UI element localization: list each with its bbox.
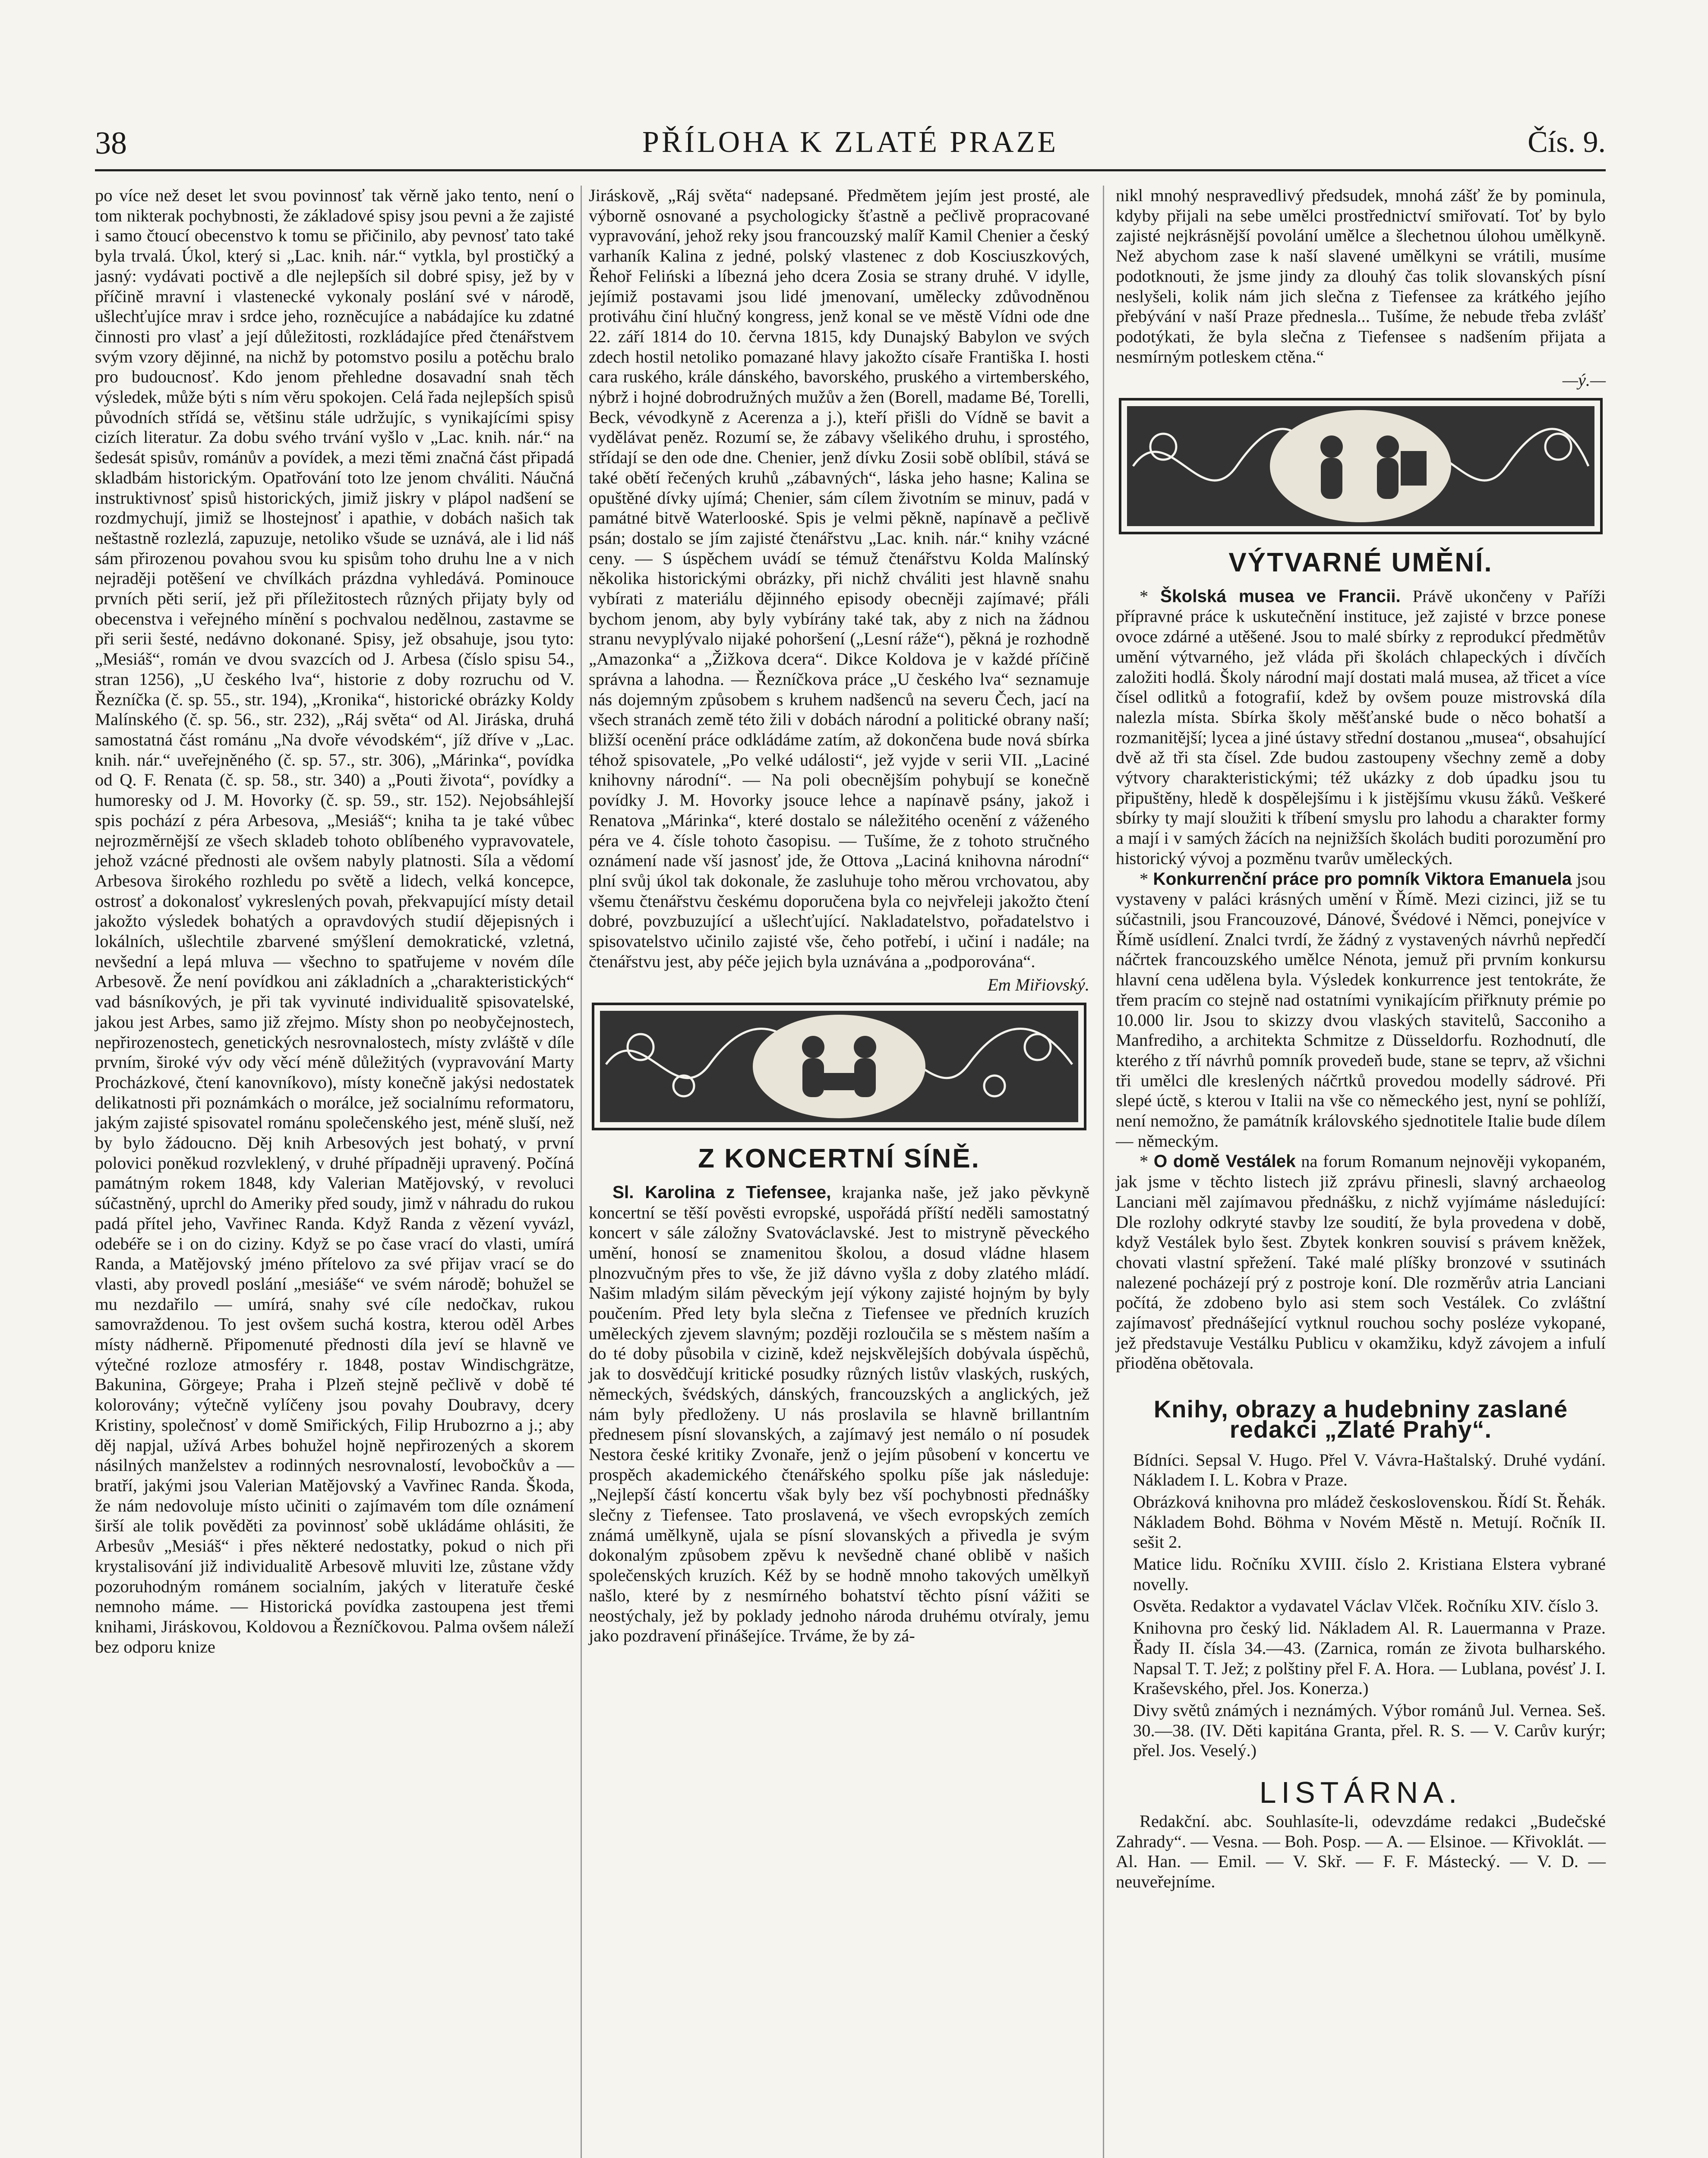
column-1 bbox=[95, 186, 574, 2158]
book-entry: Matice lidu. Ročníku XVIII. číslo 2. Kristiana Elstera vybrané novelly. bbox=[1133, 1554, 1606, 1594]
book-entry: Bídníci. Sepsal V. Hugo. Přel V. Vávra-Haštalský. Druhé vydání. Nákladem I. L. Kobra v Praze. bbox=[1133, 1450, 1606, 1490]
article-signature: Em Miřiovský. bbox=[987, 975, 1089, 995]
book-entry: Obrázková knihovna pro mládež československou. Řídí St. Řehák. Nákladem Bohd. Böhma v Novém Městě n. Metují. Ročník II. sešit 2. bbox=[1133, 1492, 1606, 1552]
art-item-text: Právě ukončeny v Paříži přípravné práce k uskutečnění instituce, jež zajisté v brzce ponese ovoce zdárné a utěšené. Jsou to malé sbírky z reprodukcí předmětův umění výtvarného, jež vláda při školách chlapeckých i dívčích založiti hodlá. Školy národní mají dostati malá musea, až třicet a více čísel odlitků a fotografií, kdež by ovšem pouze mistrovská díla nalezla místa. Sbírka školy měšťanské bude o něco bohatší a rozmanitější; lycea a jiné ústavy střední dostanou „musea“, obsahující dvě až tři sta čísel. Zde budou zastoupeny všechny země a doby výtvory charakteristickými; též ukázky z dob úpadku jsou tu připuštěny, hledě k dospělejšímu i k jistějšímu vkusu žáků. Veškeré sbírky ty mají sloužiti k tříbení smyslu pro lahodu a charakter formy a mají i v samých žácích na nejnižších školách buditi porozumění pro historický vývoj a pozměnu tvarův uměleckých. bbox=[1116, 586, 1606, 868]
header-rule bbox=[95, 169, 1606, 171]
concert-continuation: nikl mnohý nespravedlivý předsudek, mnohá zášť že by pominula, kdyby přijali na sebe umělci prostřednictví smiřovatí. Toť by bylo zajisté nejkrásnější povolání umělce a šlechetnou úlohou umělkyně. Než abychom zase k naší slavené umělkyni se vrátili, musíme podotknouti, že jsme jindy za dlouhý čas tolik slovanských písní neslyšeli, kolik nám jich slečna z Tiefensee za krátkého jejího přebývání v naší Praze přednesla... Tušíme, že nebude třeba zvlášť podotýkati, že byla slečna z Tiefensee s nadšením přijata a nesmírným potleskem ctěna.“ bbox=[1116, 186, 1606, 366]
section-title-concert: Z KONCERTNÍ SÍNĚ. bbox=[698, 1144, 980, 1174]
art-item-lead: Školská musea ve Francii. bbox=[1160, 586, 1401, 606]
issue-number: Čís. 9. bbox=[1528, 126, 1606, 159]
concert-paragraph bbox=[589, 1182, 1089, 1646]
art-item-lead: Konkurrenční práce pro pomník Viktora Emanuela bbox=[1153, 868, 1572, 889]
concert-text: krajanka naše, jež jako pěvkyně koncertní se těší pověsti evropské, uspořádá příští neděli samostatný koncert v sále záložny Svatováclavské. Jest to mistryně pěveckého umění, honosí se znamenitou školou, a dosud vládne hlasem plnozvučným přes to vše, že již dávno vyšla z doby zlatého mládí. Našim mladým silám pěveckým její výkony zajisté hojným by byly poučením. Před lety byla slečna z Tiefensee ve předních kruzích uměleckých zjevem slavným; později rozloučila se s městem naším a do té doby působila v cizině, kdež nejskvělejších dobývala úspěchů, jak to dosvědčují kritické posudky různých listův vlaských, ruských, německých, švédských, dánských, francouzských a anglických, jež nám byly předloženy. U nás proslavila se hlavně brillantním přednesem písní slovanských, a zajímavý jest nemálo o ní posudek Nestora české kritiky Zvonaře, jenž o jejím působení v koncertu ve prospěch akademického čtenářského spolku píše jak následuje: „Nejlepší částí koncertu však byly bez vší pochybnosti přednášky slečny z Tiefensee. Tato proslavená, ve všech evropských zemích známá umělkyně, ujala se písní slovanských a přivedla je svým dokonalým způsobem zpěvu k nevšedně chané oblibě v našich společenských kruzích. Kéž by se hodně mnoho takových umělkyň našlo, které by z nesmírného bohatství těchto písní vážiti se neostýchaly, jež by poklady jednoho národa druhému otvíraly, jemu jako pozdravení přinášejíce. Trváme, že by zá- bbox=[589, 1182, 1090, 1646]
ornamental-vignette bbox=[1116, 395, 1606, 537]
article-paragraph: Jiráskově, „Ráj světa“ nadepsané. Předmětem jejím jest prosté, ale výborně osnované a psychologicky šťastně a pečlivě propracované vypravování, jehož reky jsou francouzský malíř Kamil Chenier a český varhaník Kalina z jedné, polský vlastenec z dob Kosciuszkových, Řehoř Feliński a líbezná jeho dcera Zosia se strany druhé. V idylle, jejímiž postavami jsou lidé jmenovaní, umělecky zdůvodněnou protiváhu činí hlučný kongress, jenž konal se ve městě Vídni ode dne 22. září 1814 do 10. června 1815, kdy Dunajský Babylon ve svých zdech hostil netoliko pomazané hlavy jakožto císaře Františka I. hosti cara ruského, krále dánského, bavorského, pruského a virtemberského, nýbrž i hojné dobrodružných mužův a žen (Borell, madame Bé, Torelli, Beck, vévodkyně z Acerenza a j.), kteří přišli do Vídně se bavit a vydělávat peněz. Rozumí se, že zábavy všelikého druhu, i sprostého, střídají se den ode dne. Chenier, jenž dívku Zosii sobě oblíbil, stává se také obětí řečených kruhů „zábavných“, láska jeho hasne; Kalina se opuštěné dívky ujímá; Chenier, sám cílem životním se minuv, padá v památné bitvě Waterlooské. Spis je velmi pěkně, napínavě a pečlivě psán; dostalo se jím zajisté čtenářstvu „Lac. knih. nár.“ knihy vzácné ceny. — S úspěchem uvádí se témuž čtenářstvu Kolda Malínský několika historickými obrázky, při nichž chváliti jest hlavně snahu vybírati z materiálu dějinného episody obecněji zajímavé; přáli bychom jenom, aby byly vybírány také tak, aby z nich na žádnou stranu nevyplývalo nijaké pohoršení („Lesní ráže“), pěkná je rozhodně „Amazonka“ a „Žižkova dcera“. Dikce Koldova je v každé příčině správna a lahodna. — Řezníčkova práce „U českého lva“ seznamuje nás dojemným způsobem s kruhem nadšenců na severu Čech, jací na všech stranách země této žili v dobách národní a politické obrany naší; bližší ocenění práce odkládáme zatím, až dokončena bude nová sbírka téhož spisovatele, „Po velké události“, jež vyjde v serii VII. „Laciné knihovny národní“. — Na poli obecnějším pohybují se konečně povídky J. M. Hovorky jsouce lehce a napínavě psány, jakož i Renatova „Márinka“, které dostalo se náležitého ocenění z váženého péra ve 4. čísle tohoto časopisu. — Tušíme, že z tohoto stručného oznámení nade vší jasnosť jde, že Ottova „Laciná knihovna národní“ plní svůj úkol tak dokonale, že zasluhuje toho měrou vrchovatou, aby všemu čtenářstvu českému doporučena byla co nejvřeleji jakožto čtení dobré, povzbuzující a ušlechťující. Nakladatelstvo, pořadatelstvo i spisovatelstvo učinilo zajisté vše, čeho potřebí, i učiní i nadále; na čtenářstvu jest, aby péče jejich byla uznávána a „podporována“. bbox=[589, 186, 1089, 971]
section-title-art: VÝTVARNÉ UMĚNÍ. bbox=[1228, 548, 1493, 578]
page-number: 38 bbox=[95, 126, 127, 161]
art-item-text: jsou vystaveny v paláci krásných umění v Římě. Mezi cizinci, již se tu súčastnili, jsou Francouzové, Dánové, Švédové i Němci, ponejvíce v Římě usídlení. Znalci tvrdí, že žádný z vystavených návrhů nepředčí náčrtek francouzského umělce Nénota, jemuž při prvním konkursu hlavní cena udělena byla. Výsledek konkurrence jest tentokráte, že třem pracím co stejně nad ostatními vynikajícím přiřknuty prémie po 10.000 lir. Jsou to skizzy dvou vlaských stavitelů, Sacconiho a Manfrediho, a architekta Schmitze z Düsseldorfu. Rozhodnutí, dle kterého z tří návrhů pomník provedeň bude, stane se teprv, až všichni tři umělci dle kreslených náčrtků provedou modelly sádrové. Při slepé úctě, s kterou v Italii na vše co německého jest, nyní se pohlíží, není nemožno, že památník královského sjednotitele Italie bude dílem — německým. bbox=[1116, 869, 1606, 1151]
article-paragraph: po více než deset let svou povinnosť tak věrně jako tento, není o tom nikterak pochybnosti, že základové spisy jsou pevni a že zajisté i samo čtoucí obecenstvo k tomu se přičinilo, aby pevnosť tato také byla trvalá. Úkol, který si „Lac. knih. nár.“ vytkla, byl prostičký a jasný: vydávati poctivě a dle nejlepších sil dobré spisy, jež by v příčině mravní i vlastenecké vykonaly poslání své v národě, ušlechťujíce mrav i srdce jeho, rozněcujíce a nabádajíce ku zdatné činnosti pro vlasť a její důležitosti, rozkládajíce před čtenářstvem svým vzory dějinné, na nichž by potomstvo posilu a potěchu bralo pro budoucnosť. Kdo jenom přehledne dosavadní snah těch výsledek, může býti s ním věru spokojen. Celá řada nejlepších spisů původních střídá se, většinu stále udržujíc, s vynikajícími spisy cizích literatur. Za dobu svého trvání vyšlo v „Lac. knih. nár.“ na šedesát spisův, románův a povídek, a mezi těmi značná část připadá skladbám historickým. Opatřování toto lze jenom chváliti. Náučná instruktivnosť spisů historických, jimiž jiskry v plápol nadšení se rozdmychují, jimiž se lhostejnosť i apathie, v dobách našich tak neštastně rozlezlá, zapuzuje, netoliko všude se uznává, ale i lid náš sám přirozenou povahou svou ku spisům toho druhu lne a v nich nejraději potěšení ve chvílkách prázdna vyhledává. Pominouce prvních pěti serií, jež při příležitostech různých přijaty byly od obecenstva i veřejného mínění s pochvalou nedělnou, zastavme se při serii šesté, nedávno dokonané. Spisy, jež obsahuje, jsou tyto: „Mesiáš“, román ve dvou svazcích od J. Arbesa (číslo spisu 54., stran 1256), „U českého lva“, historie z doby rozruchu od V. Řezníčka (č. sp. 55., str. 194), „Kronika“, historické obrázky Koldy Malínského (č. sp. 56., str. 232), „Ráj světa“ od Al. Jiráska, druhá samostatná část románu „Na dvoře vévodském“, jíž dříve v „Lac. knih. nár.“ uveřejněného (č. sp. 57., str. 306), „Márinka“, povídka od Q. F. Renata (č. sp. 58., str. 340) a „Pouti života“, povídky a humoresky od J. M. Hovorky (č. sp. 59., str. 152). Nejobsáhlejší spis pochází z péra Arbesova, „Mesiáš“; kniha ta je také vůbec nejrozměrnější ze všech skladeb tohoto oblíbeného vypravovatele, jehož vzácné přednosti ale ovšem nabyly platnosti. Síla a vědomí Arbesova širokého rozhledu po světě a lidech, velká koncepce, ostrosť a dokonalosť vykreslených povah, překvapující místy detail jakožto výsledek bohatých a opravdových studií dějepisných i lokálních, ušlechtile zbarvené smýšlení demokratické, vzletná, nevšední a lepá mluva — všechno to spatřujeme v novém díle Arbesově. Že není povídkou ani základních a „charakteristických“ vad básníkových, je při tak vyvinuté individualitě spisovatelské, jakou jest Arbes, samo již zřejmo. Místy shon po neobyčejnostech, nepřirozenostech, genetických nesrovnalostech, místy zvláště v díle prvním, široké výv ody věcí méně důležitých (vypravování Marty Procházkové, čtení kanovníkovo), místy konečně jakýsi nedostatek delikatnosti při poznámkách o morálce, jež socialnímu reformatoru, jakým zajisté spisovatel románu společenského jest, méně sluší, než by bylo žádoucno. Děj knih Arbesových jest bohatý, v první polovici poněkud rozvleklený, v druhé případněji upravený. Počíná památným rokem 1848, kdy Valerian Matějovský, v revoluci súčastněný, uprchl do Ameriky před soudy, jimž v náhradu do rukou padá přítel jeho, Vavřinec Randa. Když Randa z vězení vyvázl, odebéře se i on do ciziny. Když se po čase vrací do vlasti, umírá Randa, a Matějovský jméno přítelovo za své přijav vrací se do vlasti, aby provedl poslání „mesiáše“ ve svém národě; bohužel se mu nezdařilo — umírá, snahy své cíle nedočkav, rukou samovraždenou. To jest ovšem suchá kostra, kterou oděl Arbes místy nádherně. Připomenuté přednosti díla jeví se hlavně ve výtečné rozloze atmosféry r. 1848, postav Windischgrätze, Bakunina, Görgeye; Praha i Plzeň stejně pečlivě v době té kolorovány; výtečně vylíčeny jsou povahy Doubravy, dcery Kristiny, společnosť v domě Smiřických, Filip Hrubozrno a j.; aby děj napjal, užívá Arbes bohužel hojně nepřirozených a skorem násilných manželstev a rodinných nesrovnalostí, levobočkův a — bratří, jakými jsou Valerian Matějovský a Vavřinec Randa. Škoda, že nám nedovoluje místo učiniti o zajímavém tom díle oznámení širší ale tolik pověděti za povinnosť sobě ukládáme ohlásiti, že Arbesův „Mesiáš“ i přes některé nedostatky, pokud o nich při krystalisování již individualitě Arbesově mluviti lze, zůstane vždy pozoruhodným románem socialním, jakých v literatuře české nemnoho máme. — Historická povídka zastoupena jest třemi knihami, Jiráskovou, Koldovou a Řezníčkovou. Palma ovšem náleží bez odporu knize bbox=[95, 186, 574, 1656]
column-divider bbox=[581, 186, 582, 2158]
art-item-lead: O domě Vestálek bbox=[1153, 1151, 1296, 1171]
column-2 bbox=[589, 186, 1089, 2158]
concert-signature: —ý.— bbox=[1562, 370, 1606, 390]
section-title-books: Knihy, obrazy a hudebniny zaslané redakci „Zlaté Prahy“. bbox=[1153, 1395, 1568, 1443]
column-3 bbox=[1116, 186, 1606, 2158]
concert-lead: Sl. Karolina z Tiefensee, bbox=[612, 1182, 831, 1202]
book-entry: Osvěta. Redaktor a vydavatel Václav Vlček. Ročníku XIV. číslo 3. bbox=[1133, 1596, 1599, 1616]
book-entry: Knihovna pro český lid. Nákladem Al. R. Lauermanna v Praze. Řady II. čísla 34.—43. (Zarnica, román ze života bulharského. Napsal T. T. Jež; z polštiny přel F. A. Hora. — Lublana, povésť J. I. Kraševského, přel. Jos. Konerza.) bbox=[1133, 1618, 1606, 1698]
listarna-text: Redakční. abc. Souhlasíte-li, odevzdáme redakci „Budečské Zahrady“. — Vesna. — Boh. Posp. — A. — Elsinoe. — Křivoklát. — Al. Han. — Emil. — V. Skř. — F. F. Mástecký. — V. D. — neuveřejníme. bbox=[1116, 1811, 1606, 1891]
art-item: * Školská musea ve Francii. Právě ukončeny v Paříži přípravné práce k uskutečnění instituce, jež zajisté v brzce ponese ovoce zdárné a utěšené. Jsou to malé sbírky z reprodukcí předmětův umění výtvarného, jež vláda při školách chlapeckých i dívčích založiti hodlá. Školy národní mají dostati malá musea, až třicet a více čísel odlitků a fotografií, kdež by ovšem pouze mistrovská díla nalezla místa. Sbírka školy měšťanské bude o něco bohatší a rozmanitější; lycea a jiné ústavy střední dostanou „musea“, obsahující dvě až tři sta čísel. Zde budou zastoupeny všechny země a doby výtvory charakteristickými; též ukázky z dob úpadku jsou tu připuštěny, hledě k dospělejšímu i k jistějšímu vkusu žáků. Veškeré sbírky ty mají sloužiti k tříbení smyslu pro lahodu a charakter formy a mají i v samých žácích na nejnižších školách buditi porozumění pro historický vývoj a pozměnu tvarův uměleckých. bbox=[1116, 586, 1606, 868]
ornamental-vignette bbox=[589, 1000, 1089, 1133]
art-item: * Konkurrenční práce pro pomník Viktora Emanuela jsou vystaveny v paláci krásných umění v Římě. Mezi cizinci, již se tu súčastnili, jsou Francouzové, Dánové, Švédové i Němci, ponejvíce v Římě usídlení. Znalci tvrdí, že žádný z vystavených návrhů nepředčí náčrtek francouzského umělce Nénota, jemuž při prvním konkursu hlavní cena udělena byla. Výsledek konkurrence jest tentokráte, že třem pracím co stejně nad ostatními vynikajícím přiřknuty prémie po 10.000 lir. Jsou to skizzy dvou vlaských stavitelů, Sacconiho a Manfrediho, a architekta Schmitze z Düsseldorfu. Rozhodnutí, dle kterého z tří návrhů pomník provedeň bude, stane se teprv, až všichni tři umělci dle kreslených náčrtků provedou modelly sádrové. Při slepé úctě, s kterou v Italii na vše co německého jest, nyní se pohlíží, není nemožno, že památník královského sjednotitele Italie bude dílem — německým. bbox=[1116, 868, 1606, 1151]
section-title-listarna: LISTÁRNA. bbox=[1259, 1776, 1462, 1810]
book-entry: Divy světů známých i neznámých. Výbor románů Jul. Vernea. Seš. 30.—38. (IV. Děti kapitána Granta, přel. R. S. — V. Carův kurýr; přel. Jos. Veselý.) bbox=[1133, 1701, 1606, 1760]
art-item-text: na forum Romanum nejnověji vykopaném, jak jsme v těchto listech již zprávu přinesli, slavný archaeolog Lanciani měl zajímavou přednášku, z nichž vyjímáme následující: Dle rozlohy odkryté stavby lze soudití, že byla provedena v době, když Vestálek bylo šest. Zbytek konkren souvisí s právem kněžek, chovati vlastní spřežení. Také malé plíšky bronzové v ssutinách nalezené pocházejí prý z postroje koní. Dle rozměrův atria Lanciani počítá, že zdobeno bylo asi stem soch Vestálek. Co zvláštní zajímavosť přednášející vytknul rouchou sochy posléze vykopané, jež představuje Vestálku Publicu v okamžiku, když závojem a infulí přioděna obětovala. bbox=[1116, 1152, 1606, 1373]
art-item: * O domě Vestálek na forum Romanum nejnověji vykopaném, jak jsme v těchto listech již zprávu přinesli, slavný archaeolog Lanciani měl zajímavou přednášku, z nichž vyjímáme následující: Dle rozlohy odkryté stavby lze soudití, že byla provedena v době, když Vestálek bylo šest. Zbytek konkren souvisí s právem kněžek, chovati vlastní spřežení. Také malé plíšky bronzové v ssutinách nalezené pocházejí prý z postroje koní. Dle rozměrův atria Lanciani počítá, že zdobeno bylo asi stem soch Vestálek. Co zvláštní zajímavosť přednášející vytknul rouchou sochy posléze vykopané, jež představuje Vestálku Publicu v okamžiku, když závojem a infulí přioděna obětovala. bbox=[1116, 1151, 1606, 1373]
publication-title: PŘÍLOHA K ZLATÉ PRAZE bbox=[642, 126, 1059, 159]
column-divider bbox=[1103, 186, 1104, 2158]
page-header bbox=[95, 117, 1606, 168]
